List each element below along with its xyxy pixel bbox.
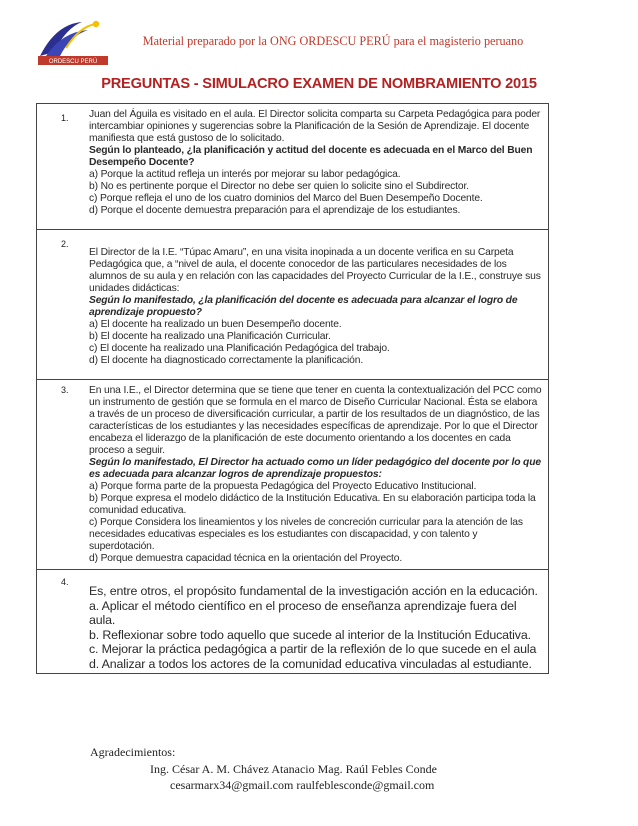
option-a: a) El docente ha realizado un buen Desempeño docente. xyxy=(89,319,342,330)
option-b: b) Porque expresa el modelo didáctico de la Institución Educativa. En su elaboración participa toda la comunidad educativa. xyxy=(89,493,536,516)
option-d: d) Porque el docente demuestra preparación para el aprendizaje de los estudiantes. xyxy=(89,205,461,216)
question-prompt: Según lo manifestado, ¿la planificación del docente es adecuada para alcanzar el logro de aprendizaje propuesto? xyxy=(89,295,518,318)
ordescu-logo xyxy=(36,18,110,66)
question-stem: En una I.E., el Director determina que se tiene que tener en cuenta la contextualización del PCC como un instrumento de gestión que se formula en el marco de Diseño Curricular Nacional. Ésta se elabora a través de un proceso de diversificación curricular, a partir de los resultados de un diagnóstico, de las características de los estudiantes y las necesidades específicas de aprendizaje. Por lo que el Director encabeza el liderazgo de la planificación de este documento orientando a los docentes en cada proceso a seguir. xyxy=(89,385,542,456)
option-b: b) El docente ha realizado una Planificación Curricular. xyxy=(89,331,331,342)
logo-text: ORDESCU PERÚ xyxy=(48,59,98,65)
question-number: 3. xyxy=(61,385,69,395)
question-row-2 xyxy=(37,229,548,380)
question-prompt: Según lo manifestado, El Director ha actuado como un líder pedagógico del docente por lo que es adecuada para alcanzar logros de aprendizaje propuestos: xyxy=(89,457,541,480)
author-emails: cesarmarx34@gmail.com raulfeblesconde@gmail.com xyxy=(170,778,435,792)
questions-table xyxy=(36,103,549,674)
option-a: a) Porque la actitud refleja un interés por mejorar su labor pedagógica. xyxy=(89,169,401,180)
option-c: c) Porque Considera los lineamientos y los niveles de concreción curricular para la atención de las necesidades educativas especiales es los estudiantes con discapacidad, y con talento y superdotación. xyxy=(89,517,523,552)
question-body xyxy=(89,584,542,672)
option-a: a) Porque forma parte de la propuesta Pedagógica del Proyecto Educativo Institucional. xyxy=(89,481,477,492)
option-c: c) Porque refleja el uno de los cuatro dominios del Marco del Buen Desempeño Docente. xyxy=(89,193,483,204)
question-prompt: Según lo planteado, ¿la planificación y actitud del docente es adecuada en el Marco del Buen Desempeño Docente? xyxy=(89,145,533,168)
question-row-1 xyxy=(37,104,548,229)
option-c: c. Mejorar la práctica pedagógica a partir de la reflexión de lo que sucede en el aula xyxy=(89,642,537,657)
acknowledgements-label: Agradecimientos: xyxy=(90,745,176,759)
question-stem: El Director de la I.E. “Túpac Amaru”, en una visita inopinada a un docente verifica en su Carpeta Pedagógica que, a “nivel de aula, el docente conocedor de las particulares necesidades de los alumnos de su aula y en relación con las capacidades del Proyecto Curricular de la I.E., construye sus unidades didácticas: xyxy=(89,247,541,294)
question-number: 2. xyxy=(61,239,69,249)
option-d: d) Porque demuestra capacidad técnica en la orientación del Proyecto. xyxy=(89,553,403,564)
option-b: b. Reflexionar sobre todo aquello que sucede al interior de la Institución Educativa. xyxy=(89,627,531,642)
option-d: d. Analizar a todos los actores de la comunidad educativa vinculadas al estudiante. xyxy=(89,656,532,671)
question-row-4 xyxy=(37,569,548,675)
header-tagline: Material preparado por la ONG ORDESCU PERÚ para el magisterio peruano xyxy=(142,34,524,48)
question-stem: Es, entre otros, el propósito fundamental de la investigación acción en la educación. xyxy=(89,584,538,598)
star-icon xyxy=(93,21,99,27)
question-body xyxy=(89,247,542,367)
option-a: a. Aplicar el método científico en el proceso de enseñanza aprendizaje fuera del aula. xyxy=(89,598,517,628)
question-number: 1. xyxy=(61,113,69,123)
page-title: PREGUNTAS - SIMULACRO EXAMEN DE NOMBRAMIENTO 2015 xyxy=(101,76,537,92)
option-b: b) No es pertinente porque el Director no debe ser quien lo solicite sino el Subdirector. xyxy=(89,181,469,192)
author-names: Ing. César A. M. Chávez Atanacio Mag. Raúl Febles Conde xyxy=(150,762,437,776)
question-row-3 xyxy=(37,379,548,570)
option-d: d) El docente ha diagnosticado correctamente la planificación. xyxy=(89,355,364,366)
question-body xyxy=(89,109,542,217)
question-stem: Juan del Águila es visitado en el aula. El Director solicita comparta su Carpeta Pedagógica para poder intercambiar opiniones y sugerencias sobre la Planificación de la Sesión de Aprendizaje. El docente manifiesta que está gustoso de lo solicitado. xyxy=(89,109,541,144)
option-c: c) El docente ha realizado una Planificación Pedagógica del trabajo. xyxy=(89,343,390,354)
ordescu-logo-graphic xyxy=(36,18,110,66)
question-body xyxy=(89,385,542,565)
question-number: 4. xyxy=(61,577,69,587)
